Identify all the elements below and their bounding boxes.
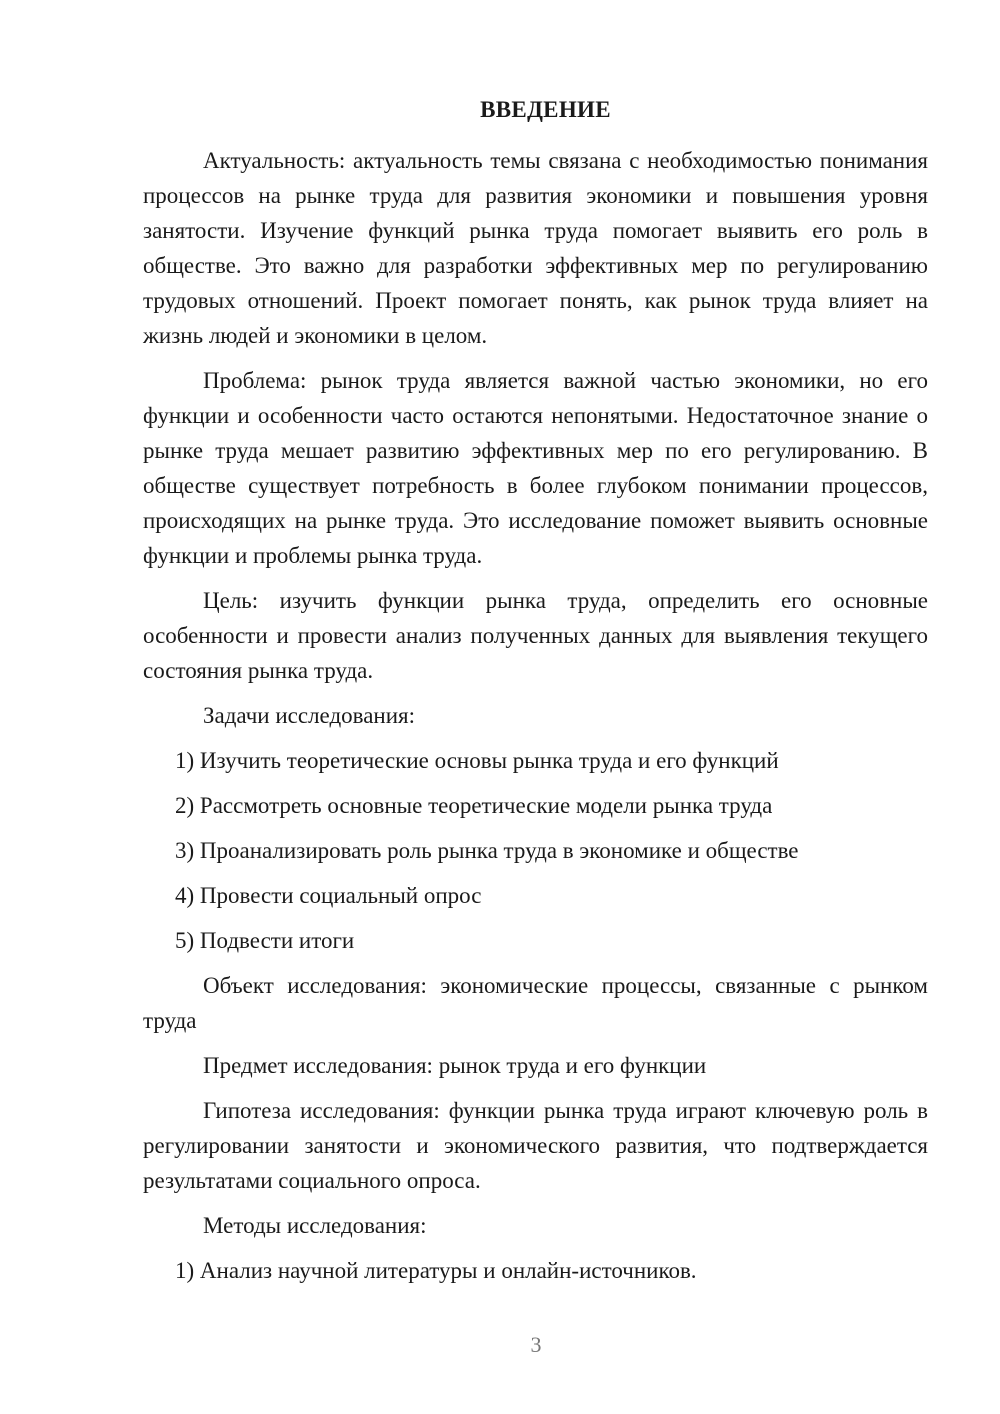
goal-paragraph: Цель: изучить функции рынка труда, определить его основные особенности и провести анализ полученных данных для выявления текущего состояния рынка труда. <box>143 588 928 683</box>
subject-paragraph: Предмет исследования: рынок труда и его функции <box>203 1053 707 1078</box>
task-item: 2) Рассмотреть основные теоретические модели рынка труда <box>175 793 773 818</box>
tasks-heading: Задачи исследования: <box>203 703 416 728</box>
object-paragraph: Объект исследования: экономические процессы, связанные с рынком труда <box>143 973 928 1033</box>
task-item: 4) Провести социальный опрос <box>175 883 482 908</box>
task-item: 3) Проанализировать роль рынка труда в экономике и обществе <box>175 838 799 863</box>
task-item: 1) Изучить теоретические основы рынка труда и его функций <box>175 748 779 773</box>
methods-heading: Методы исследования: <box>203 1213 427 1238</box>
page-content <box>143 90 928 1298</box>
hypothesis-paragraph: Гипотеза исследования: функции рынка труда играют ключевую роль в регулировании занятости и экономического развития, что подтверждается результатами социального опроса. <box>143 1098 928 1193</box>
method-item: 1) Анализ научной литературы и онлайн-источников. <box>175 1258 697 1283</box>
problem-paragraph: Проблема: рынок труда является важной частью экономики, но его функции и особенности часто остаются непонятыми. Недостаточное знание о рынке труда мешает развитию эффективных мер по его регулированию. В обществе существует потребность в более глубоком понимании процессов, происходящих на рынке труда. Это исследование поможет выявить основные функции и проблемы рынка труда. <box>143 368 928 568</box>
task-item: 5) Подвести итоги <box>175 928 355 953</box>
section-title: ВВЕДЕНИЕ <box>480 97 611 122</box>
page-number: 3 <box>530 1332 542 1357</box>
relevance-paragraph: Актуальность: актуальность темы связана с необходимостью понимания процессов на рынке труда для развития экономики и повышения уровня занятости. Изучение функций рынка труда помогает выявить его роль в обществе. Это важно для разработки эффективных мер по регулированию трудовых отношений. Проект помогает понять, как рынок труда влияет на жизнь людей и экономики в целом. <box>143 148 928 348</box>
